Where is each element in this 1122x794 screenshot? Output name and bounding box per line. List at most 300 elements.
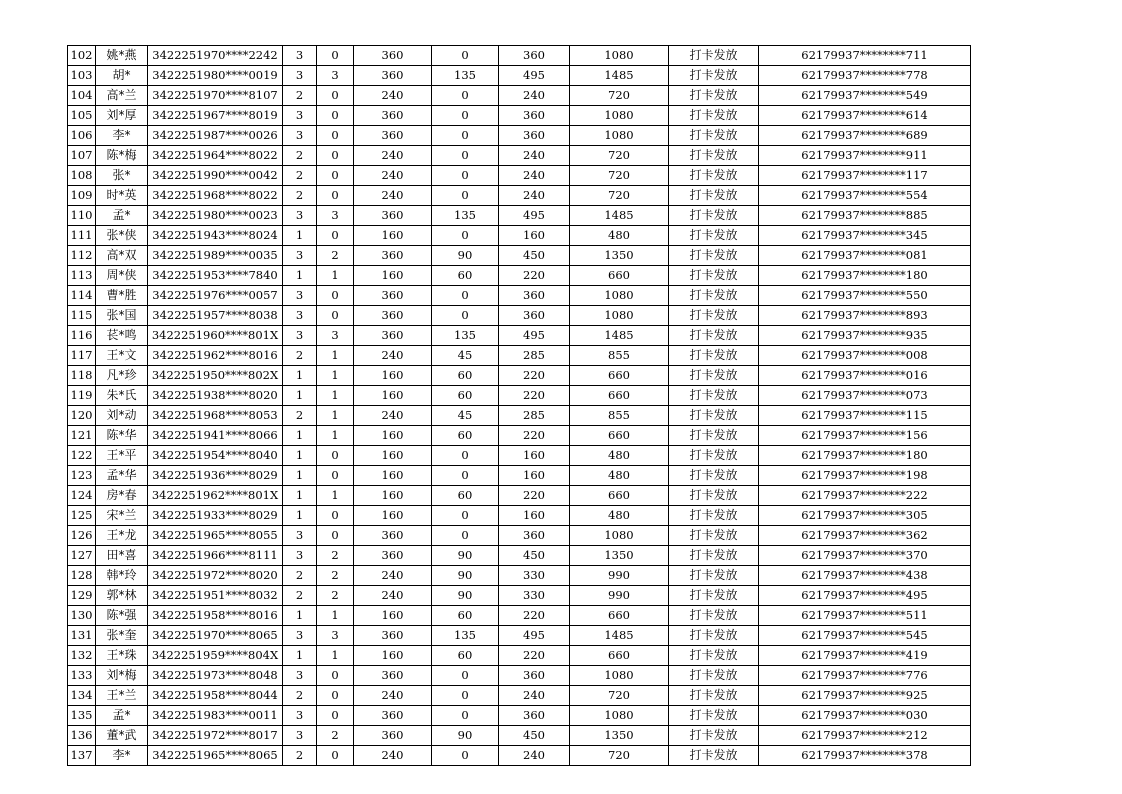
cell-name: 苌*鸣 — [96, 326, 148, 346]
cell-b: 2 — [317, 566, 354, 586]
cell-e: 160 — [499, 506, 570, 526]
cell-b: 0 — [317, 46, 354, 66]
cell-name: 刘*动 — [96, 406, 148, 426]
cell-a: 3 — [283, 106, 317, 126]
cell-e: 220 — [499, 386, 570, 406]
table-row — [68, 366, 971, 386]
cell-d: 90 — [432, 726, 499, 746]
cell-id: 3422251966****8111 — [148, 546, 283, 566]
cell-method: 打卡发放 — [669, 406, 759, 426]
cell-f: 720 — [570, 186, 669, 206]
cell-id: 3422251953****7840 — [148, 266, 283, 286]
cell-no: 135 — [68, 706, 96, 726]
cell-b: 0 — [317, 686, 354, 706]
cell-name: 王*龙 — [96, 526, 148, 546]
cell-account: 62179937********550 — [759, 286, 971, 306]
cell-method: 打卡发放 — [669, 226, 759, 246]
cell-e: 240 — [499, 86, 570, 106]
cell-account: 62179937********438 — [759, 566, 971, 586]
cell-c: 360 — [354, 206, 432, 226]
cell-a: 1 — [283, 486, 317, 506]
cell-id: 3422251970****8107 — [148, 86, 283, 106]
cell-a: 3 — [283, 206, 317, 226]
cell-f: 660 — [570, 646, 669, 666]
cell-method: 打卡发放 — [669, 126, 759, 146]
cell-a: 2 — [283, 146, 317, 166]
cell-c: 360 — [354, 46, 432, 66]
cell-b: 0 — [317, 166, 354, 186]
cell-f: 1350 — [570, 726, 669, 746]
cell-b: 0 — [317, 186, 354, 206]
table-row — [68, 306, 971, 326]
table-row — [68, 326, 971, 346]
cell-account: 62179937********008 — [759, 346, 971, 366]
table-row — [68, 586, 971, 606]
cell-account: 62179937********935 — [759, 326, 971, 346]
cell-no: 128 — [68, 566, 96, 586]
cell-id: 3422251933****8029 — [148, 506, 283, 526]
cell-f: 720 — [570, 686, 669, 706]
cell-f: 1080 — [570, 126, 669, 146]
cell-e: 220 — [499, 366, 570, 386]
cell-name: 李* — [96, 746, 148, 766]
cell-no: 132 — [68, 646, 96, 666]
cell-f: 855 — [570, 406, 669, 426]
cell-account: 62179937********180 — [759, 446, 971, 466]
cell-e: 330 — [499, 586, 570, 606]
cell-no: 107 — [68, 146, 96, 166]
cell-name: 王*兰 — [96, 686, 148, 706]
cell-name: 陈*强 — [96, 606, 148, 626]
cell-no: 133 — [68, 666, 96, 686]
cell-a: 3 — [283, 326, 317, 346]
cell-c: 360 — [354, 246, 432, 266]
cell-e: 495 — [499, 326, 570, 346]
cell-a: 2 — [283, 566, 317, 586]
cell-c: 160 — [354, 366, 432, 386]
cell-method: 打卡发放 — [669, 646, 759, 666]
cell-name: 田*喜 — [96, 546, 148, 566]
cell-no: 108 — [68, 166, 96, 186]
cell-f: 720 — [570, 166, 669, 186]
table-row — [68, 606, 971, 626]
cell-id: 3422251962****801X — [148, 486, 283, 506]
table-row — [68, 166, 971, 186]
cell-a: 3 — [283, 546, 317, 566]
cell-account: 62179937********925 — [759, 686, 971, 706]
cell-c: 360 — [354, 286, 432, 306]
cell-b: 1 — [317, 366, 354, 386]
cell-f: 660 — [570, 606, 669, 626]
cell-c: 360 — [354, 726, 432, 746]
cell-no: 130 — [68, 606, 96, 626]
table-row — [68, 486, 971, 506]
cell-c: 240 — [354, 146, 432, 166]
cell-c: 360 — [354, 306, 432, 326]
cell-c: 360 — [354, 126, 432, 146]
cell-no: 117 — [68, 346, 96, 366]
cell-id: 3422251951****8032 — [148, 586, 283, 606]
cell-d: 60 — [432, 606, 499, 626]
cell-name: 宋*兰 — [96, 506, 148, 526]
cell-c: 240 — [354, 166, 432, 186]
cell-method: 打卡发放 — [669, 306, 759, 326]
cell-b: 3 — [317, 326, 354, 346]
cell-c: 360 — [354, 526, 432, 546]
cell-a: 1 — [283, 366, 317, 386]
cell-no: 106 — [68, 126, 96, 146]
cell-b: 0 — [317, 526, 354, 546]
table-row — [68, 106, 971, 126]
cell-a: 3 — [283, 126, 317, 146]
cell-method: 打卡发放 — [669, 386, 759, 406]
cell-name: 朱*氏 — [96, 386, 148, 406]
cell-b: 0 — [317, 286, 354, 306]
cell-account: 62179937********081 — [759, 246, 971, 266]
cell-name: 时*英 — [96, 186, 148, 206]
cell-d: 0 — [432, 746, 499, 766]
table-row — [68, 726, 971, 746]
cell-b: 2 — [317, 546, 354, 566]
cell-a: 1 — [283, 466, 317, 486]
cell-id: 3422251967****8019 — [148, 106, 283, 126]
cell-account: 62179937********378 — [759, 746, 971, 766]
cell-a: 1 — [283, 646, 317, 666]
cell-no: 126 — [68, 526, 96, 546]
cell-method: 打卡发放 — [669, 326, 759, 346]
cell-e: 240 — [499, 166, 570, 186]
cell-a: 1 — [283, 386, 317, 406]
cell-d: 0 — [432, 46, 499, 66]
cell-b: 0 — [317, 466, 354, 486]
cell-b: 1 — [317, 486, 354, 506]
cell-f: 480 — [570, 506, 669, 526]
cell-b: 0 — [317, 126, 354, 146]
cell-method: 打卡发放 — [669, 746, 759, 766]
cell-b: 0 — [317, 666, 354, 686]
cell-f: 855 — [570, 346, 669, 366]
cell-c: 240 — [354, 746, 432, 766]
cell-account: 62179937********115 — [759, 406, 971, 426]
data-table — [67, 45, 971, 766]
cell-method: 打卡发放 — [669, 626, 759, 646]
table-row — [68, 146, 971, 166]
cell-e: 220 — [499, 646, 570, 666]
cell-c: 240 — [354, 406, 432, 426]
cell-no: 109 — [68, 186, 96, 206]
cell-account: 62179937********614 — [759, 106, 971, 126]
cell-a: 3 — [283, 626, 317, 646]
cell-b: 2 — [317, 586, 354, 606]
cell-account: 62179937********370 — [759, 546, 971, 566]
cell-f: 1080 — [570, 306, 669, 326]
cell-name: 房*春 — [96, 486, 148, 506]
cell-account: 62179937********117 — [759, 166, 971, 186]
cell-e: 220 — [499, 426, 570, 446]
table-row — [68, 466, 971, 486]
cell-name: 郭*林 — [96, 586, 148, 606]
cell-c: 240 — [354, 346, 432, 366]
cell-id: 3422251980****0023 — [148, 206, 283, 226]
cell-account: 62179937********511 — [759, 606, 971, 626]
cell-c: 160 — [354, 646, 432, 666]
cell-d: 60 — [432, 366, 499, 386]
cell-a: 2 — [283, 86, 317, 106]
cell-method: 打卡发放 — [669, 186, 759, 206]
cell-c: 360 — [354, 706, 432, 726]
cell-account: 62179937********073 — [759, 386, 971, 406]
cell-a: 2 — [283, 406, 317, 426]
table-row — [68, 546, 971, 566]
table-row — [68, 426, 971, 446]
cell-name: 孟* — [96, 206, 148, 226]
cell-e: 220 — [499, 486, 570, 506]
cell-id: 3422251990****0042 — [148, 166, 283, 186]
cell-a: 1 — [283, 266, 317, 286]
cell-f: 990 — [570, 586, 669, 606]
cell-d: 45 — [432, 346, 499, 366]
cell-id: 3422251938****8020 — [148, 386, 283, 406]
cell-id: 3422251970****8065 — [148, 626, 283, 646]
table-row — [68, 706, 971, 726]
cell-account: 62179937********305 — [759, 506, 971, 526]
cell-id: 3422251980****0019 — [148, 66, 283, 86]
table-row — [68, 86, 971, 106]
cell-name: 王*文 — [96, 346, 148, 366]
cell-f: 1080 — [570, 706, 669, 726]
cell-d: 0 — [432, 166, 499, 186]
cell-b: 0 — [317, 226, 354, 246]
cell-name: 周*侠 — [96, 266, 148, 286]
cell-no: 127 — [68, 546, 96, 566]
table-row — [68, 406, 971, 426]
table-row — [68, 126, 971, 146]
cell-account: 62179937********549 — [759, 86, 971, 106]
cell-d: 0 — [432, 306, 499, 326]
cell-d: 0 — [432, 666, 499, 686]
cell-a: 1 — [283, 226, 317, 246]
table-body — [68, 46, 971, 766]
cell-d: 45 — [432, 406, 499, 426]
cell-d: 90 — [432, 546, 499, 566]
cell-f: 1080 — [570, 286, 669, 306]
cell-id: 3422251943****8024 — [148, 226, 283, 246]
cell-d: 0 — [432, 706, 499, 726]
cell-method: 打卡发放 — [669, 146, 759, 166]
cell-a: 3 — [283, 526, 317, 546]
cell-e: 450 — [499, 546, 570, 566]
cell-a: 3 — [283, 726, 317, 746]
cell-d: 60 — [432, 426, 499, 446]
cell-d: 0 — [432, 106, 499, 126]
cell-c: 360 — [354, 626, 432, 646]
cell-account: 62179937********893 — [759, 306, 971, 326]
cell-c: 160 — [354, 266, 432, 286]
table-row — [68, 526, 971, 546]
cell-f: 480 — [570, 466, 669, 486]
cell-account: 62179937********911 — [759, 146, 971, 166]
cell-account: 62179937********198 — [759, 466, 971, 486]
cell-no: 134 — [68, 686, 96, 706]
cell-e: 285 — [499, 406, 570, 426]
cell-b: 2 — [317, 246, 354, 266]
cell-method: 打卡发放 — [669, 606, 759, 626]
cell-id: 3422251941****8066 — [148, 426, 283, 446]
cell-d: 0 — [432, 226, 499, 246]
table-row — [68, 286, 971, 306]
cell-method: 打卡发放 — [669, 426, 759, 446]
cell-id: 3422251936****8029 — [148, 466, 283, 486]
cell-a: 3 — [283, 666, 317, 686]
cell-d: 90 — [432, 586, 499, 606]
cell-e: 220 — [499, 266, 570, 286]
cell-no: 122 — [68, 446, 96, 466]
cell-b: 0 — [317, 706, 354, 726]
cell-id: 3422251954****8040 — [148, 446, 283, 466]
cell-f: 1080 — [570, 106, 669, 126]
cell-c: 160 — [354, 506, 432, 526]
cell-b: 1 — [317, 406, 354, 426]
cell-f: 1485 — [570, 66, 669, 86]
cell-b: 0 — [317, 746, 354, 766]
table-row — [68, 266, 971, 286]
cell-id: 3422251958****8016 — [148, 606, 283, 626]
cell-b: 1 — [317, 386, 354, 406]
cell-c: 160 — [354, 446, 432, 466]
cell-method: 打卡发放 — [669, 206, 759, 226]
cell-d: 0 — [432, 286, 499, 306]
cell-f: 660 — [570, 366, 669, 386]
cell-e: 240 — [499, 686, 570, 706]
cell-a: 3 — [283, 286, 317, 306]
cell-e: 360 — [499, 526, 570, 546]
cell-account: 62179937********345 — [759, 226, 971, 246]
cell-method: 打卡发放 — [669, 66, 759, 86]
cell-d: 0 — [432, 686, 499, 706]
cell-account: 62179937********778 — [759, 66, 971, 86]
cell-f: 1485 — [570, 206, 669, 226]
cell-f: 660 — [570, 266, 669, 286]
cell-method: 打卡发放 — [669, 106, 759, 126]
cell-a: 3 — [283, 46, 317, 66]
cell-method: 打卡发放 — [669, 346, 759, 366]
cell-a: 2 — [283, 166, 317, 186]
cell-method: 打卡发放 — [669, 666, 759, 686]
cell-method: 打卡发放 — [669, 86, 759, 106]
table-row — [68, 346, 971, 366]
cell-no: 131 — [68, 626, 96, 646]
cell-account: 62179937********545 — [759, 626, 971, 646]
cell-method: 打卡发放 — [669, 546, 759, 566]
cell-e: 495 — [499, 66, 570, 86]
table-row — [68, 246, 971, 266]
cell-no: 129 — [68, 586, 96, 606]
cell-f: 660 — [570, 426, 669, 446]
cell-e: 360 — [499, 306, 570, 326]
cell-no: 118 — [68, 366, 96, 386]
cell-a: 1 — [283, 506, 317, 526]
cell-method: 打卡发放 — [669, 706, 759, 726]
cell-f: 1485 — [570, 326, 669, 346]
cell-no: 113 — [68, 266, 96, 286]
cell-name: 胡* — [96, 66, 148, 86]
cell-name: 张* — [96, 166, 148, 186]
cell-c: 160 — [354, 486, 432, 506]
cell-f: 990 — [570, 566, 669, 586]
cell-id: 3422251960****801X — [148, 326, 283, 346]
cell-c: 240 — [354, 586, 432, 606]
cell-name: 王*珠 — [96, 646, 148, 666]
cell-name: 张*侠 — [96, 226, 148, 246]
cell-b: 2 — [317, 726, 354, 746]
cell-account: 62179937********180 — [759, 266, 971, 286]
cell-method: 打卡发放 — [669, 166, 759, 186]
cell-e: 220 — [499, 606, 570, 626]
cell-c: 360 — [354, 66, 432, 86]
cell-id: 3422251972****8020 — [148, 566, 283, 586]
cell-b: 1 — [317, 266, 354, 286]
cell-b: 1 — [317, 606, 354, 626]
table-row — [68, 206, 971, 226]
table-row — [68, 446, 971, 466]
cell-id: 3422251958****8044 — [148, 686, 283, 706]
cell-f: 720 — [570, 746, 669, 766]
cell-f: 1080 — [570, 526, 669, 546]
cell-d: 60 — [432, 386, 499, 406]
cell-no: 137 — [68, 746, 96, 766]
cell-e: 360 — [499, 706, 570, 726]
cell-name: 曹*胜 — [96, 286, 148, 306]
cell-d: 0 — [432, 526, 499, 546]
cell-e: 450 — [499, 246, 570, 266]
cell-id: 3422251965****8065 — [148, 746, 283, 766]
cell-f: 720 — [570, 146, 669, 166]
cell-c: 360 — [354, 326, 432, 346]
cell-no: 121 — [68, 426, 96, 446]
cell-account: 62179937********030 — [759, 706, 971, 726]
cell-id: 3422251989****0035 — [148, 246, 283, 266]
cell-d: 90 — [432, 566, 499, 586]
cell-name: 张*国 — [96, 306, 148, 326]
cell-d: 0 — [432, 126, 499, 146]
cell-d: 0 — [432, 446, 499, 466]
cell-no: 104 — [68, 86, 96, 106]
cell-e: 160 — [499, 446, 570, 466]
cell-id: 3422251976****0057 — [148, 286, 283, 306]
cell-a: 3 — [283, 706, 317, 726]
cell-name: 董*武 — [96, 726, 148, 746]
cell-b: 0 — [317, 146, 354, 166]
table-row — [68, 626, 971, 646]
table-row — [68, 186, 971, 206]
cell-method: 打卡发放 — [669, 486, 759, 506]
cell-c: 240 — [354, 186, 432, 206]
cell-id: 3422251973****8048 — [148, 666, 283, 686]
cell-f: 480 — [570, 446, 669, 466]
cell-no: 102 — [68, 46, 96, 66]
cell-d: 0 — [432, 466, 499, 486]
cell-a: 1 — [283, 426, 317, 446]
cell-account: 62179937********885 — [759, 206, 971, 226]
cell-a: 2 — [283, 746, 317, 766]
cell-id: 3422251959****804X — [148, 646, 283, 666]
cell-e: 360 — [499, 126, 570, 146]
cell-e: 285 — [499, 346, 570, 366]
cell-b: 3 — [317, 66, 354, 86]
cell-no: 111 — [68, 226, 96, 246]
cell-method: 打卡发放 — [669, 286, 759, 306]
cell-name: 刘*厚 — [96, 106, 148, 126]
